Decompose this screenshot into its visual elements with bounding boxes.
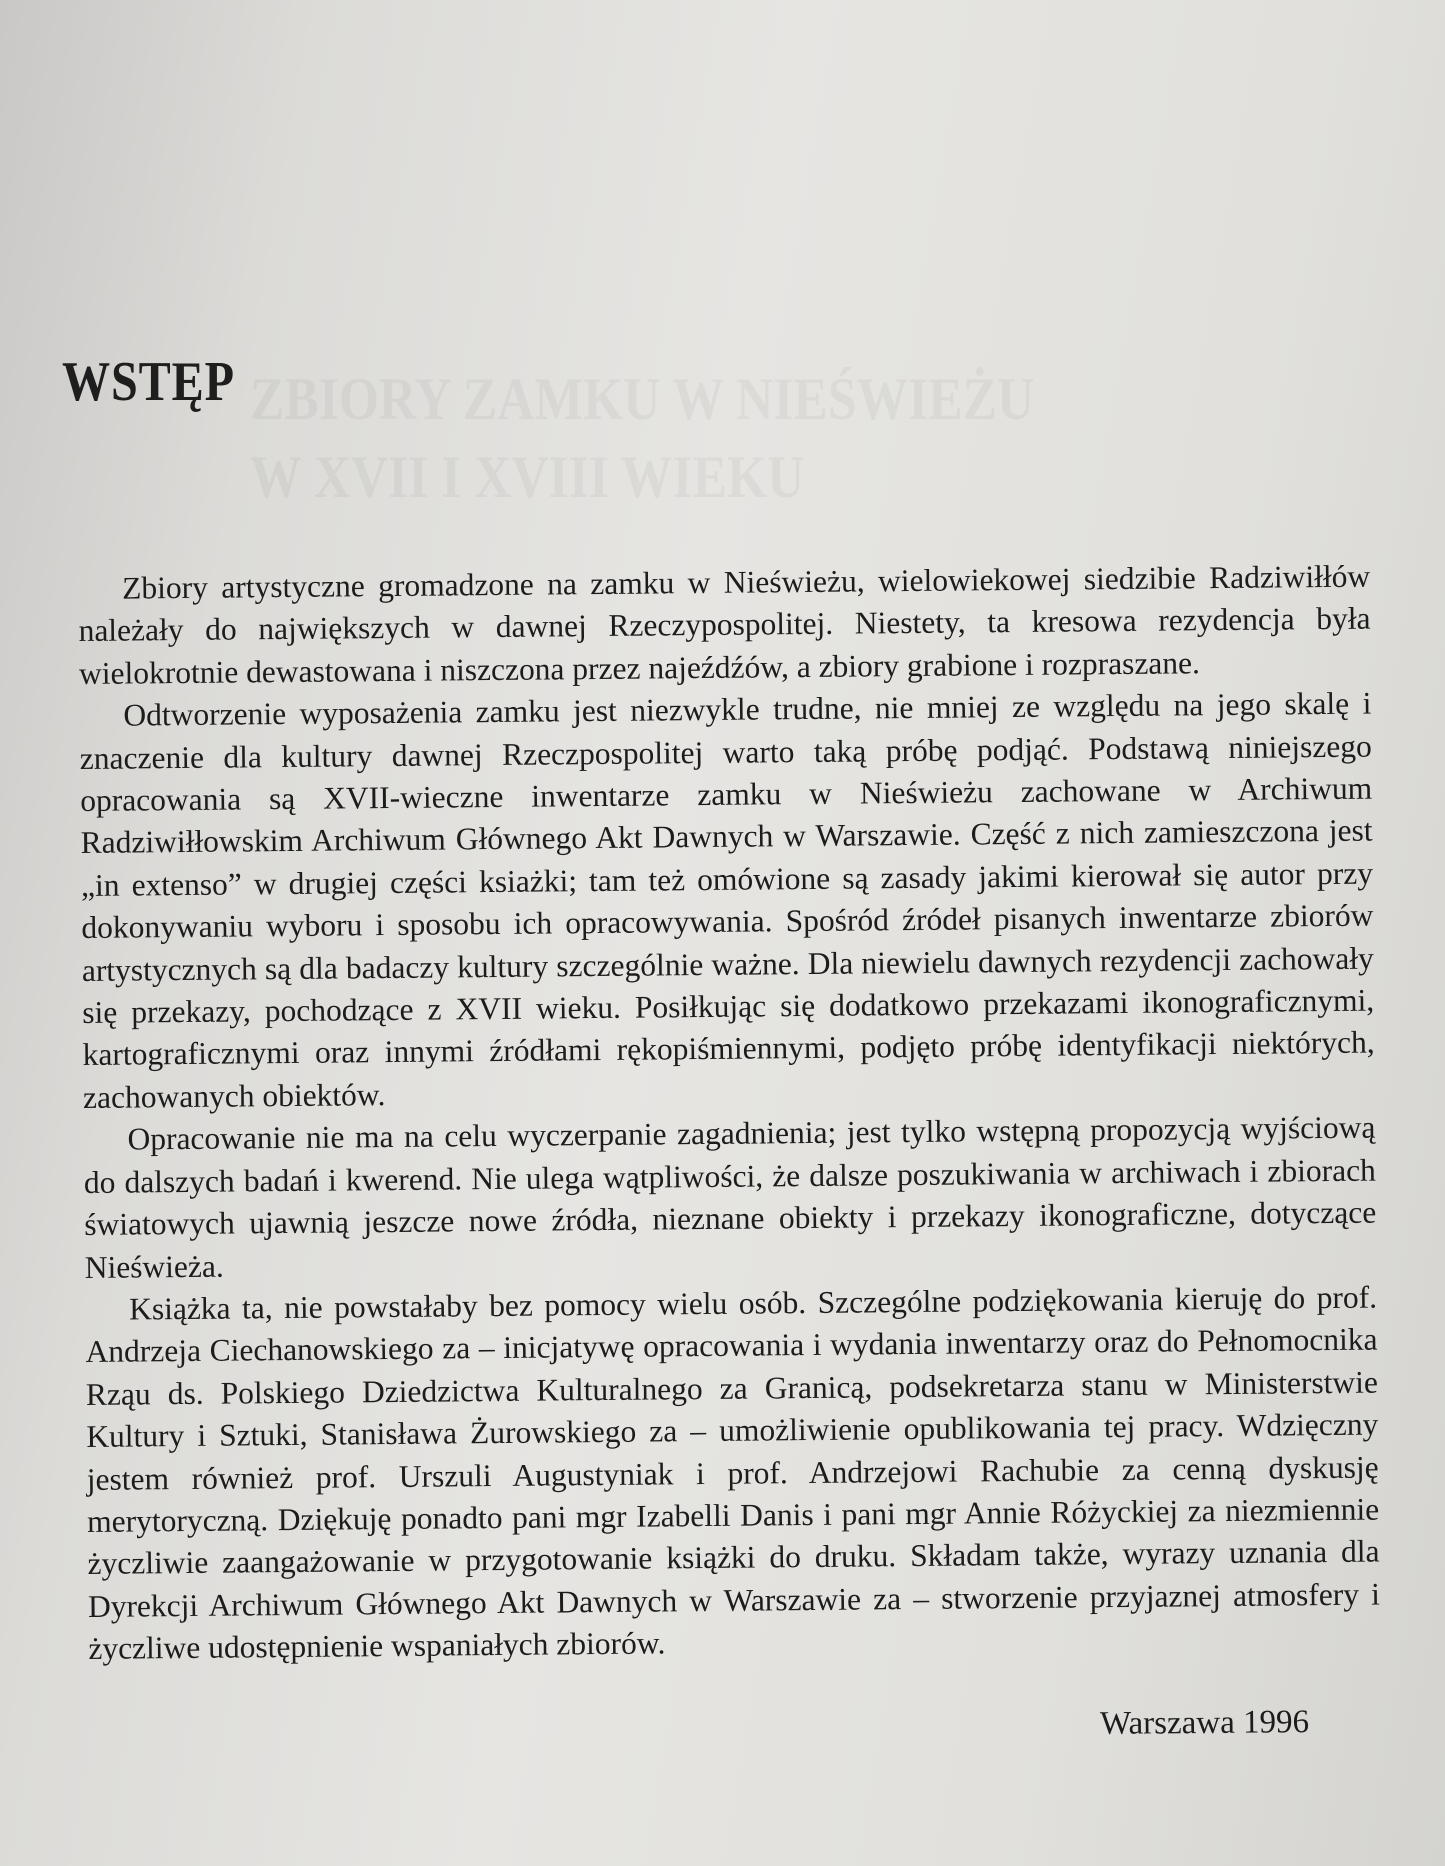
body-text <box>78 556 1381 1671</box>
chapter-heading: WSTĘP <box>62 351 235 413</box>
paragraph-4: Książka ta, nie powstałaby bez pomocy wielu osób. Szczególne podziękowania kieruję do prof. Andrzeja Ciechanowskiego za – inicjatywę opracowania i wydania inwentarzy oraz do Pełnomocnika Rząu ds. Polskiego Dziedzictwa Kulturalnego za Granicą, podsekretarza stanu w Ministerstwie Kultury i Sztuki, Stanisława Żurowskiego za – umożliwienie opublikowania tej pracy. Wdzięczny jestem również prof. Urszuli Augustyniak i prof. Andrzejowi Rachubie za cenną dyskusję merytoryczną. Dziękuję ponadto pani mgr Izabelli Danis i pani mgr Annie Różyckiej za niezmiennie życzliwie zaangażowanie w przygotowanie książki do druku. Składam także, wyrazy uznania dla Dyrekcji Archiwum Głównego Akt Dawnych w Warszawie za – stworzenie przyjaznej atmosfery i życzliwe udostępnienie wspaniałych zbiorów. <box>85 1279 1381 1667</box>
paragraph-3: Opracowanie nie ma na celu wyczerpanie zagadnienia; jest tylko wstępną propozycją wyjściową do dalszych badań i kwerend. Nie ulega wątpliwości, że dalsze poszukiwania w archiwach i zbiorach światowych ujawnią jeszcze nowe źródła, nieznane obiekty i przekazy ikonograficzne, dotyczące Nieświeża. <box>83 1109 1377 1285</box>
paragraph-1: Zbiory artystyczne gromadzone na zamku w Nieświeżu, wielowiekowej siedzibie Radziwiłłów należały do największych w dawnej Rzeczypospolitej. Niestety, ta kresowa rezydencja była wielokrotnie dewastowana i niszczona przez najeźdźów, a zbiory grabione i rozpraszane. <box>78 558 1371 691</box>
place-date-signoff: Warszawa 1996 <box>1099 1704 1310 1742</box>
bleed-through-line-2 <box>250 444 804 510</box>
bleed-through-line-1 <box>250 366 1034 432</box>
paragraph-2: Odtworzenie wyposażenia zamku jest niezwykle trudne, nie mniej ze względu na jego skalę i znaczenie dla kultury dawnej Rzeczpospolitej warto taką próbę podjąć. Podstawą niniejszego opracowania są XVII-wieczne inwentarze zamku w Nieświeżu zachowane w Archiwum Radziwiłłowskim Archiwum Głównego Akt Dawnych w Warszawie. Część z nich zamieszczona jest „in extenso” w drugiej części ksiażki; tam też omówione są zasady jakimi kierował się autor przy dokonywaniu wyboru i sposobu ich opracowywania. Spośród źródeł pisanych inwentarze zbiorów artystycznych są dla badaczy kultury szczególnie ważne. Dla niewielu dawnych rezydencji zachowały się przekazy, pochodzące z XVII wieku. Posiłkując się dodatkowo przekazami ikonograficznymi, kartograficznymi oraz innymi źródłami rękopiśmiennymi, podjęto próbę identyfikacji niektórych, zachowanych obiektów. <box>79 685 1375 1115</box>
bleed-through-text <box>250 360 1034 516</box>
